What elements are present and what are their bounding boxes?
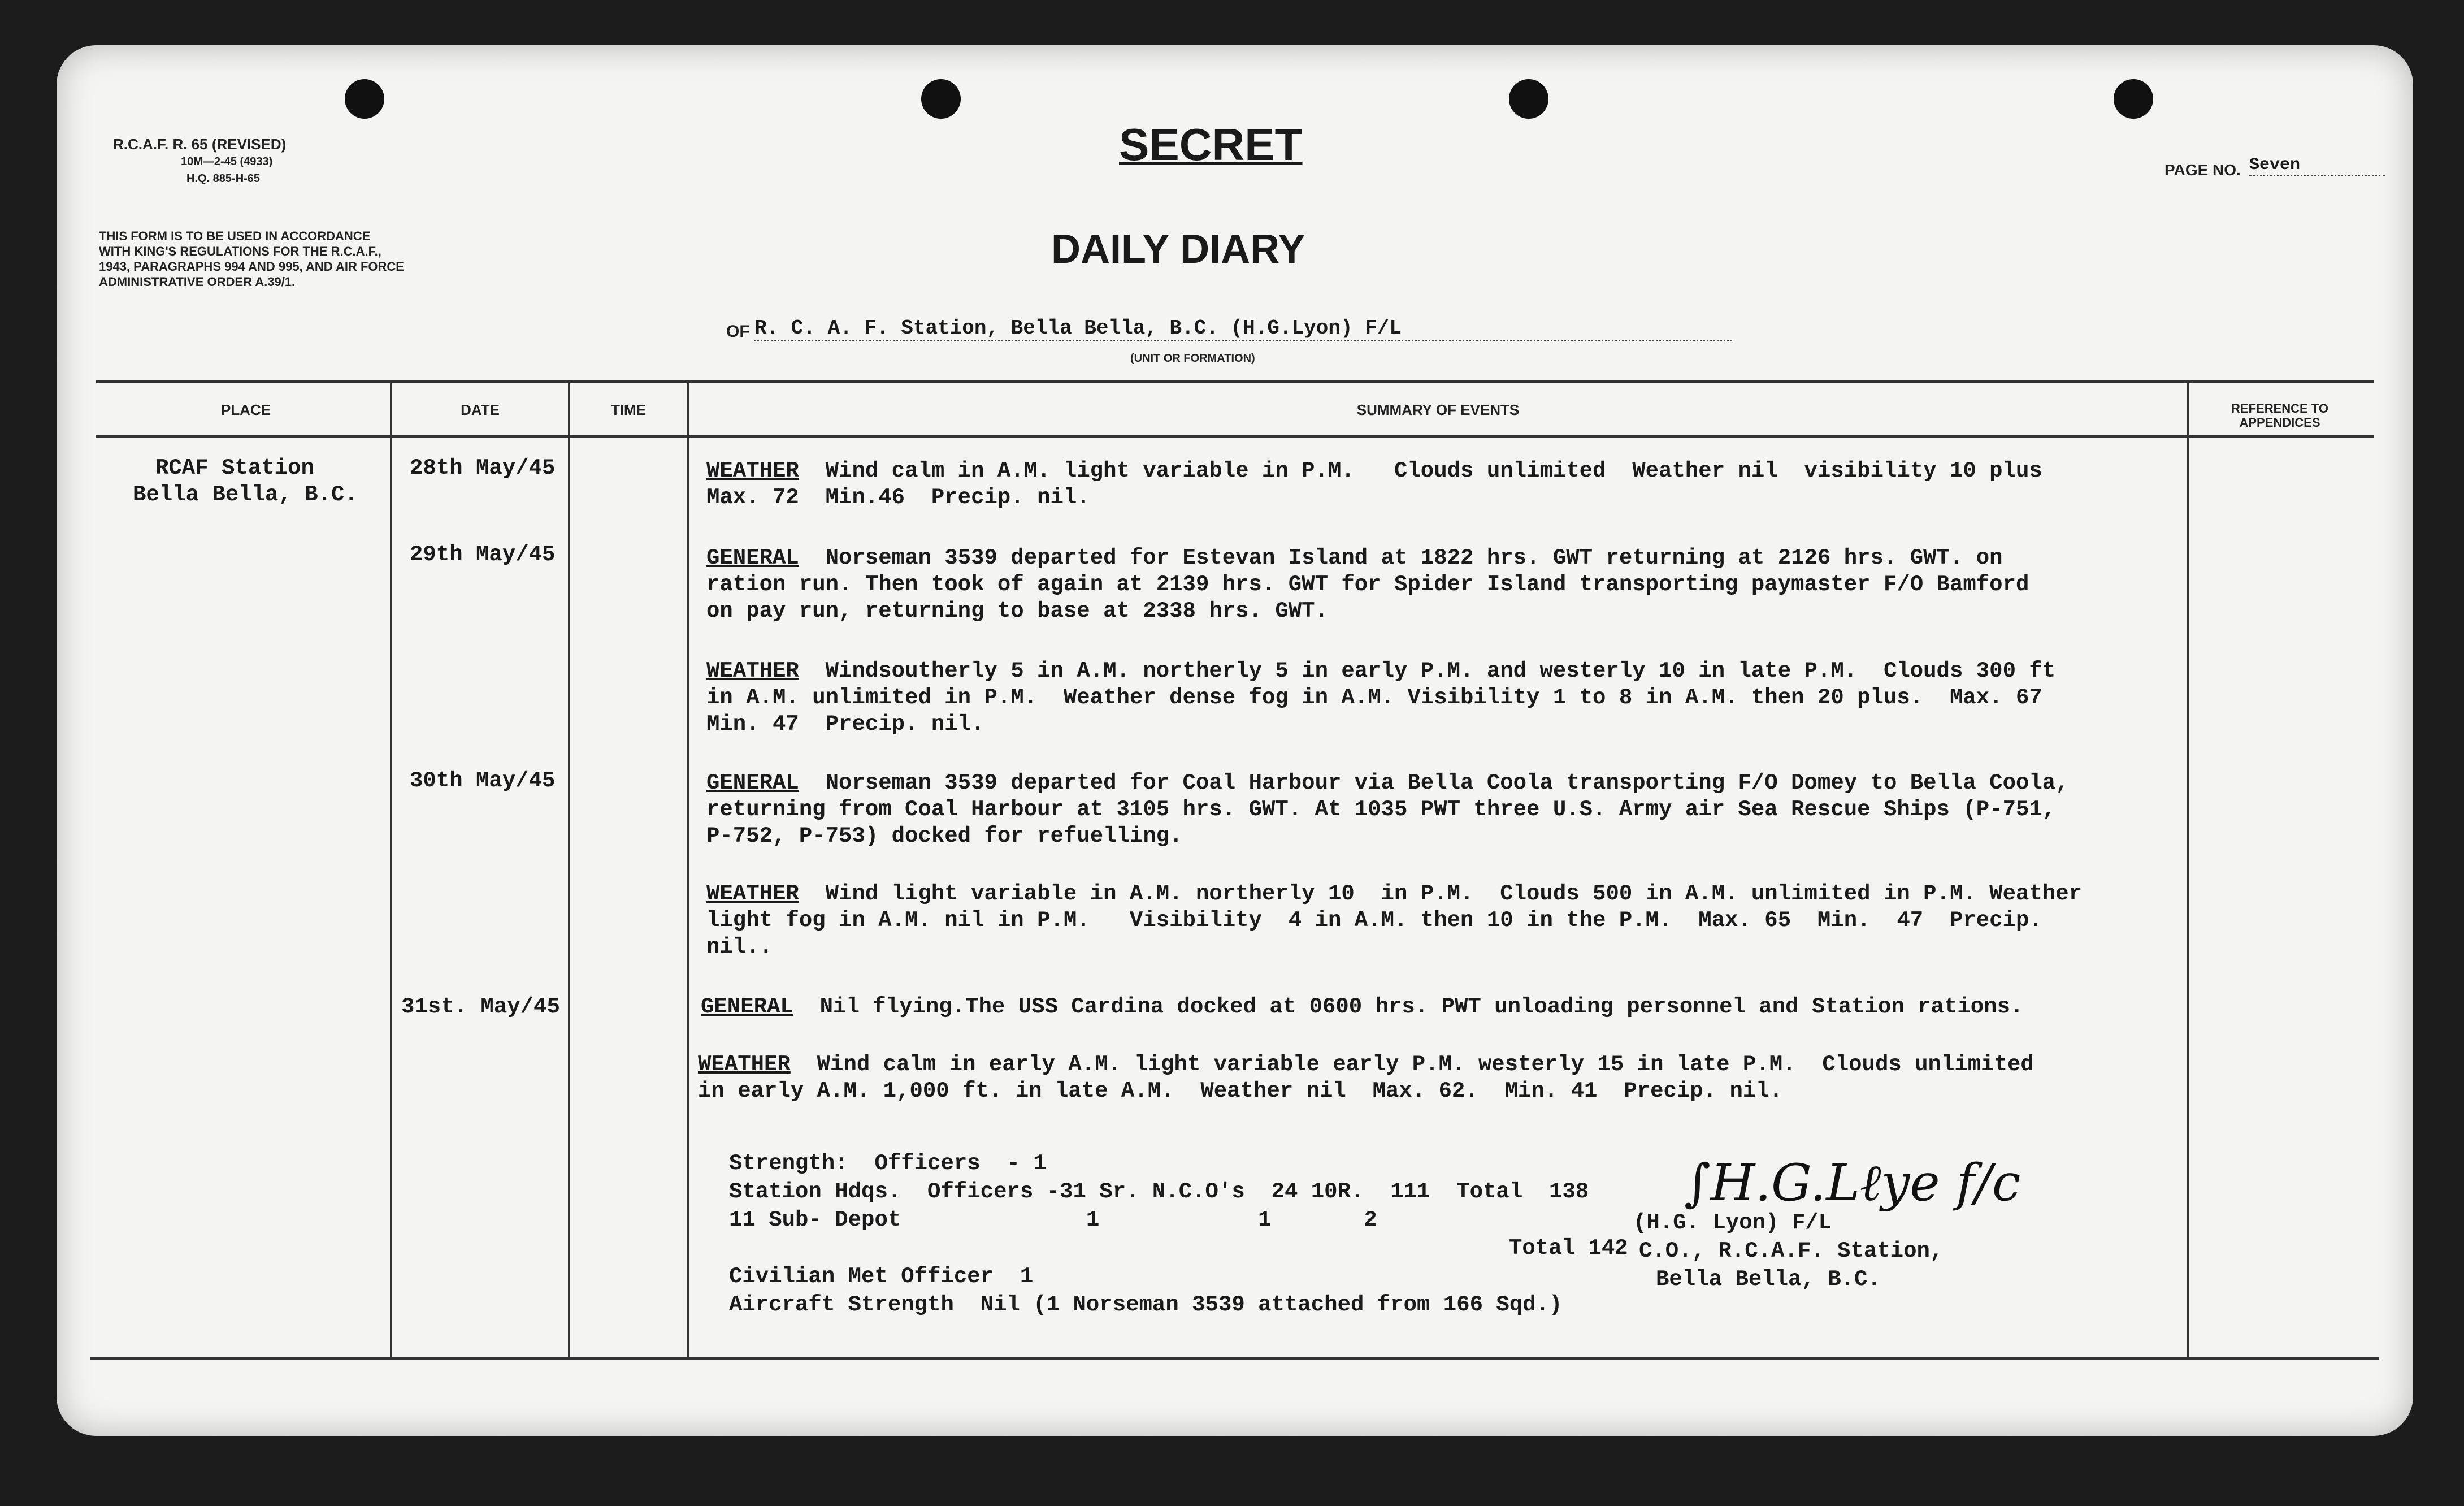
authority-notice-line: ADMINISTRATIVE ORDER A.39/1. (99, 275, 296, 289)
column-divider (390, 380, 392, 1357)
entry-category: GENERAL (706, 771, 799, 795)
handwritten-signature: ∫H.G.Lℓye f/c (1684, 1153, 2021, 1213)
diary-entry: GENERAL Norseman 3539 departed for Estevan Island at 1822 hrs. GWT returning at 2126 hrs. GWT. on ration run. Then took of again at 2139 hrs. GWT for Spider Island transporting paymaster F/O Bamford on pay run, returning to base at 2338 hrs. GWT. (706, 546, 2029, 624)
form-title: DAILY DIARY (1051, 227, 1305, 272)
date-entry: 29th May/45 (410, 542, 556, 567)
table-header-rule (96, 435, 2374, 438)
entry-category: WEATHER (706, 458, 799, 483)
authority-notice-line: THIS FORM IS TO BE USED IN ACCORDANCE (99, 229, 371, 243)
column-header-summary: SUMMARY OF EVENTS (1356, 401, 1520, 418)
place-line: Bella Bella, B.C. (133, 482, 358, 507)
diary-entry: WEATHER Wind calm in early A.M. light variable early P.M. westerly 15 in late P.M. Clouds unlimited in early A.M. 1,000 ft. in late A.M. Weather nil Max. 62. Min. 41 Precip. nil. (698, 1052, 2034, 1103)
column-divider (2187, 380, 2189, 1357)
unit-label: OF (726, 322, 750, 341)
strength-line: Strength: Officers - 1 (729, 1151, 1047, 1176)
unit-name: R. C. A. F. Station, Bella Bella, B.C. (H.G.Lyon) F/L (754, 317, 1732, 341)
page-number: Seven (2249, 155, 2385, 176)
diary-entry: WEATHER Windsoutherly 5 in A.M. northerly 5 in early P.M. and westerly 10 in late P.M. Clouds 300 ft in A.M. unlimited in P.M. Weather dense fog in A.M. Visibility 1 to 8 in A.M. then 20 plus. Max. 67 Min. 47 Precip. nil. (706, 659, 2056, 737)
column-header-time: TIME (610, 401, 647, 418)
punch-hole (921, 79, 961, 119)
entry-category: GENERAL (701, 994, 793, 1019)
column-divider (568, 380, 570, 1357)
signatory-name: (H.G. Lyon) F/L (1633, 1210, 1832, 1235)
entry-category: WEATHER (698, 1052, 791, 1077)
authority-notice-line: WITH KING'S REGULATIONS FOR THE R.C.A.F., (99, 244, 381, 258)
diary-entry: WEATHER Wind light variable in A.M. northerly 10 in P.M. Clouds 500 in A.M. unlimited in P.M. Weather light fog in A.M. nil in P.M. Visibility 4 in A.M. then 10 in the P.M. Max. 65 Min. 47 Precip. nil.. (706, 881, 2083, 959)
hq-code: H.Q. 885-H-65 (186, 172, 261, 185)
authority-notice-line: 1943, PARAGRAPHS 994 AND 995, AND AIR FORCE (99, 259, 404, 274)
punch-hole (2114, 79, 2153, 119)
table-bottom-rule (90, 1357, 2379, 1360)
column-header-place: PLACE (220, 401, 271, 418)
signatory-location: Bella Bella, B.C. (1656, 1267, 1881, 1292)
column-header-reference: REFERENCE TO (2231, 401, 2328, 416)
civilian-met-officer: Civilian Met Officer 1 (729, 1264, 1034, 1289)
entry-category: WEATHER (706, 659, 799, 683)
diary-entry: GENERAL Norseman 3539 departed for Coal Harbour via Bella Coola transporting F/O Domey to Bella Coola, returning from Coal Harbour at 3105 hrs. GWT. At 1035 PWT three U.S. Army air Sea Rescue Ships (P-751, P-752, P-753) docked for refuelling. (706, 771, 2069, 849)
punch-hole (1509, 79, 1548, 119)
entry-category: GENERAL (706, 546, 799, 570)
print-code: 10M—2-45 (4933) (181, 155, 273, 168)
table-top-rule (96, 380, 2374, 383)
column-header-reference: APPENDICES (2239, 416, 2320, 430)
place-line: RCAF Station (155, 456, 314, 481)
date-entry: 31st. May/45 (401, 994, 560, 1019)
form-number: R.C.A.F. R. 65 (REVISED) (113, 136, 287, 153)
column-header-date: DATE (461, 401, 500, 418)
strength-line: Station Hdqs. Officers -31 Sr. N.C.O's 24 10R. 111 Total 138 (729, 1179, 1589, 1204)
column-divider (687, 380, 689, 1357)
date-entry: 30th May/45 (410, 768, 556, 793)
strength-total: Total 142 (1509, 1236, 1628, 1261)
strength-line: 11 Sub- Depot 1 1 2 (729, 1208, 1377, 1232)
date-entry: 28th May/45 (410, 456, 556, 481)
classification-stamp: SECRET (1119, 119, 1303, 170)
punch-hole (345, 79, 384, 119)
aircraft-strength: Aircraft Strength Nil (1 Norseman 3539 attached from 166 Sqd.) (729, 1292, 1563, 1317)
diary-entry: GENERAL Nil flying.The USS Cardina docked at 0600 hrs. PWT unloading personnel and Station rations. (701, 994, 2024, 1019)
diary-entry: WEATHER Wind calm in A.M. light variable in P.M. Clouds unlimited Weather nil visibility 10 plus Max. 72 Min.46 Precip. nil. (706, 458, 2042, 510)
unit-caption: (UNIT OR FORMATION) (1130, 352, 1255, 365)
signatory-title: C.O., R.C.A.F. Station, (1639, 1239, 1944, 1263)
diary-sheet (57, 45, 2413, 1436)
entry-category: WEATHER (706, 881, 799, 906)
page-label: PAGE NO. (2164, 161, 2241, 179)
